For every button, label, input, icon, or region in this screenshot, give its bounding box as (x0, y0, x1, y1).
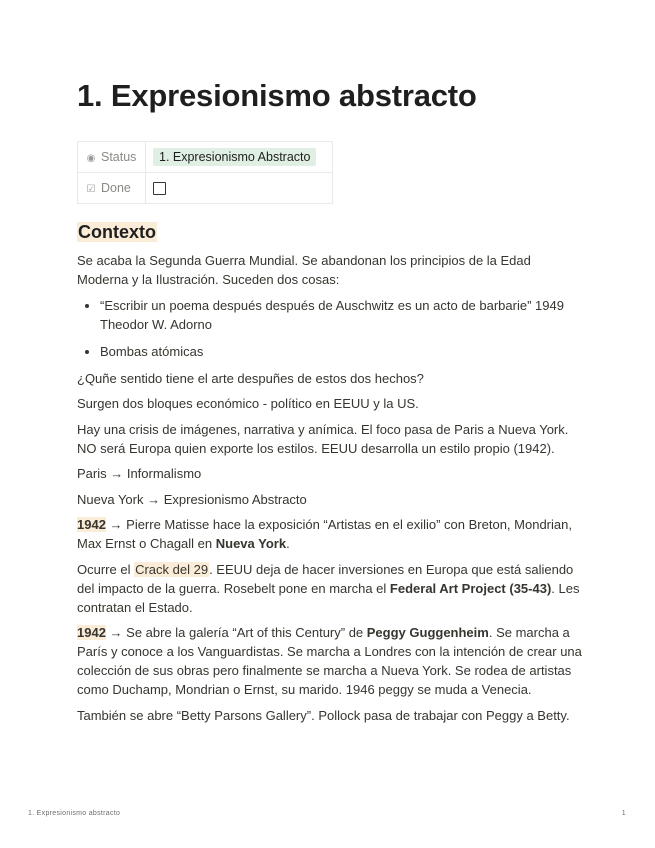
page-title: 1. Expresionismo abstracto (77, 78, 477, 113)
footer-page-number: 1 (621, 810, 626, 817)
text: Ocurre el (77, 561, 135, 577)
paragraph: Paris → Informalismo (77, 466, 202, 481)
done-checkbox[interactable] (153, 182, 166, 195)
paragraph: ¿Quñe sentido tiene el arte despuñes de estos dos hechos? (77, 370, 424, 386)
document-body (77, 251, 582, 731)
footer-page-title: 1. Expresionismo abstracto (28, 810, 121, 817)
text: . (286, 536, 290, 551)
paragraph: Surgen dos bloques económico - político en EEUU y la US. (77, 396, 419, 411)
bold-text: Peggy Guggenheim (366, 625, 489, 640)
text: . Les contratan el Estado. (77, 580, 580, 615)
section-heading-text: Contexto (78, 222, 156, 242)
text: → Pierre Matisse hace la exposición “Artistas en el exilio” con Breton, Mondrian, Max Ernst o Chagall en (77, 517, 572, 551)
list-item: • “Escribir un poema después después de Auschwitz es un acto de barbarie” 1949 Theodor W. Adorno (100, 296, 582, 334)
property-row-status (78, 142, 333, 173)
property-row-done (78, 173, 333, 204)
text: . Se marcha a París y conoce a los Vanguardistas. Se marcha a Londres con la intención de crear una colección de sus obras pero finalmente se marcha a Nueva York. Se rodea de artistas como Duchamp, Mondrian o Ernst, su marido. 1946 peggy se muda a Venecia. (77, 625, 582, 697)
section-heading (77, 222, 157, 243)
bold-text: Nueva York (215, 536, 287, 551)
property-value[interactable] (146, 173, 333, 204)
text: → Se abre la galería “Art of this Century” de (105, 625, 367, 640)
paragraph: Hay una crisis de imágenes, narrativa y anímica. El foco pasa de Paris a Nueva York. NO será Europa quien exporte los estilos. EEUU desarrolla un estilo propio (1942). (77, 421, 569, 456)
paragraph (77, 515, 582, 553)
paragraph (77, 560, 582, 617)
bold-text: Federal Art Project (35-43) (389, 580, 552, 596)
paragraph: También se abre “Betty Parsons Gallery”. Pollock pasa de trabajar con Peggy a Betty. (77, 707, 570, 723)
properties-table (77, 141, 333, 204)
property-key (78, 173, 146, 204)
status-icon: ◉ (86, 153, 96, 164)
highlighted-text: Crack del 29 (135, 561, 209, 577)
paragraph: Se acaba la Segunda Guerra Mundial. Se abandonan los principios de la Edad Moderna y la Ilustración. Suceden dos cosas: (77, 253, 531, 287)
paragraph: Nueva York → Expresionismo Abstracto (77, 491, 307, 507)
text: . EEUU deja de hacer inversiones en Europa que está saliendo del impacto de la guerra. Rosebelt pone en marcha el (77, 561, 574, 596)
checkbox-property-icon: ☑ (86, 184, 96, 195)
done-label: Done (101, 181, 131, 195)
bullet-list (77, 296, 582, 361)
date-highlight: 1942 (77, 517, 106, 532)
status-label: Status (101, 150, 137, 164)
list-item: • Bombas atómicas (100, 342, 582, 361)
status-tag[interactable]: 1. Expresionismo Abstracto (153, 148, 316, 166)
property-key (78, 142, 146, 173)
property-value[interactable] (146, 142, 333, 173)
paragraph (77, 623, 582, 699)
date-highlight: 1942 (77, 625, 106, 640)
